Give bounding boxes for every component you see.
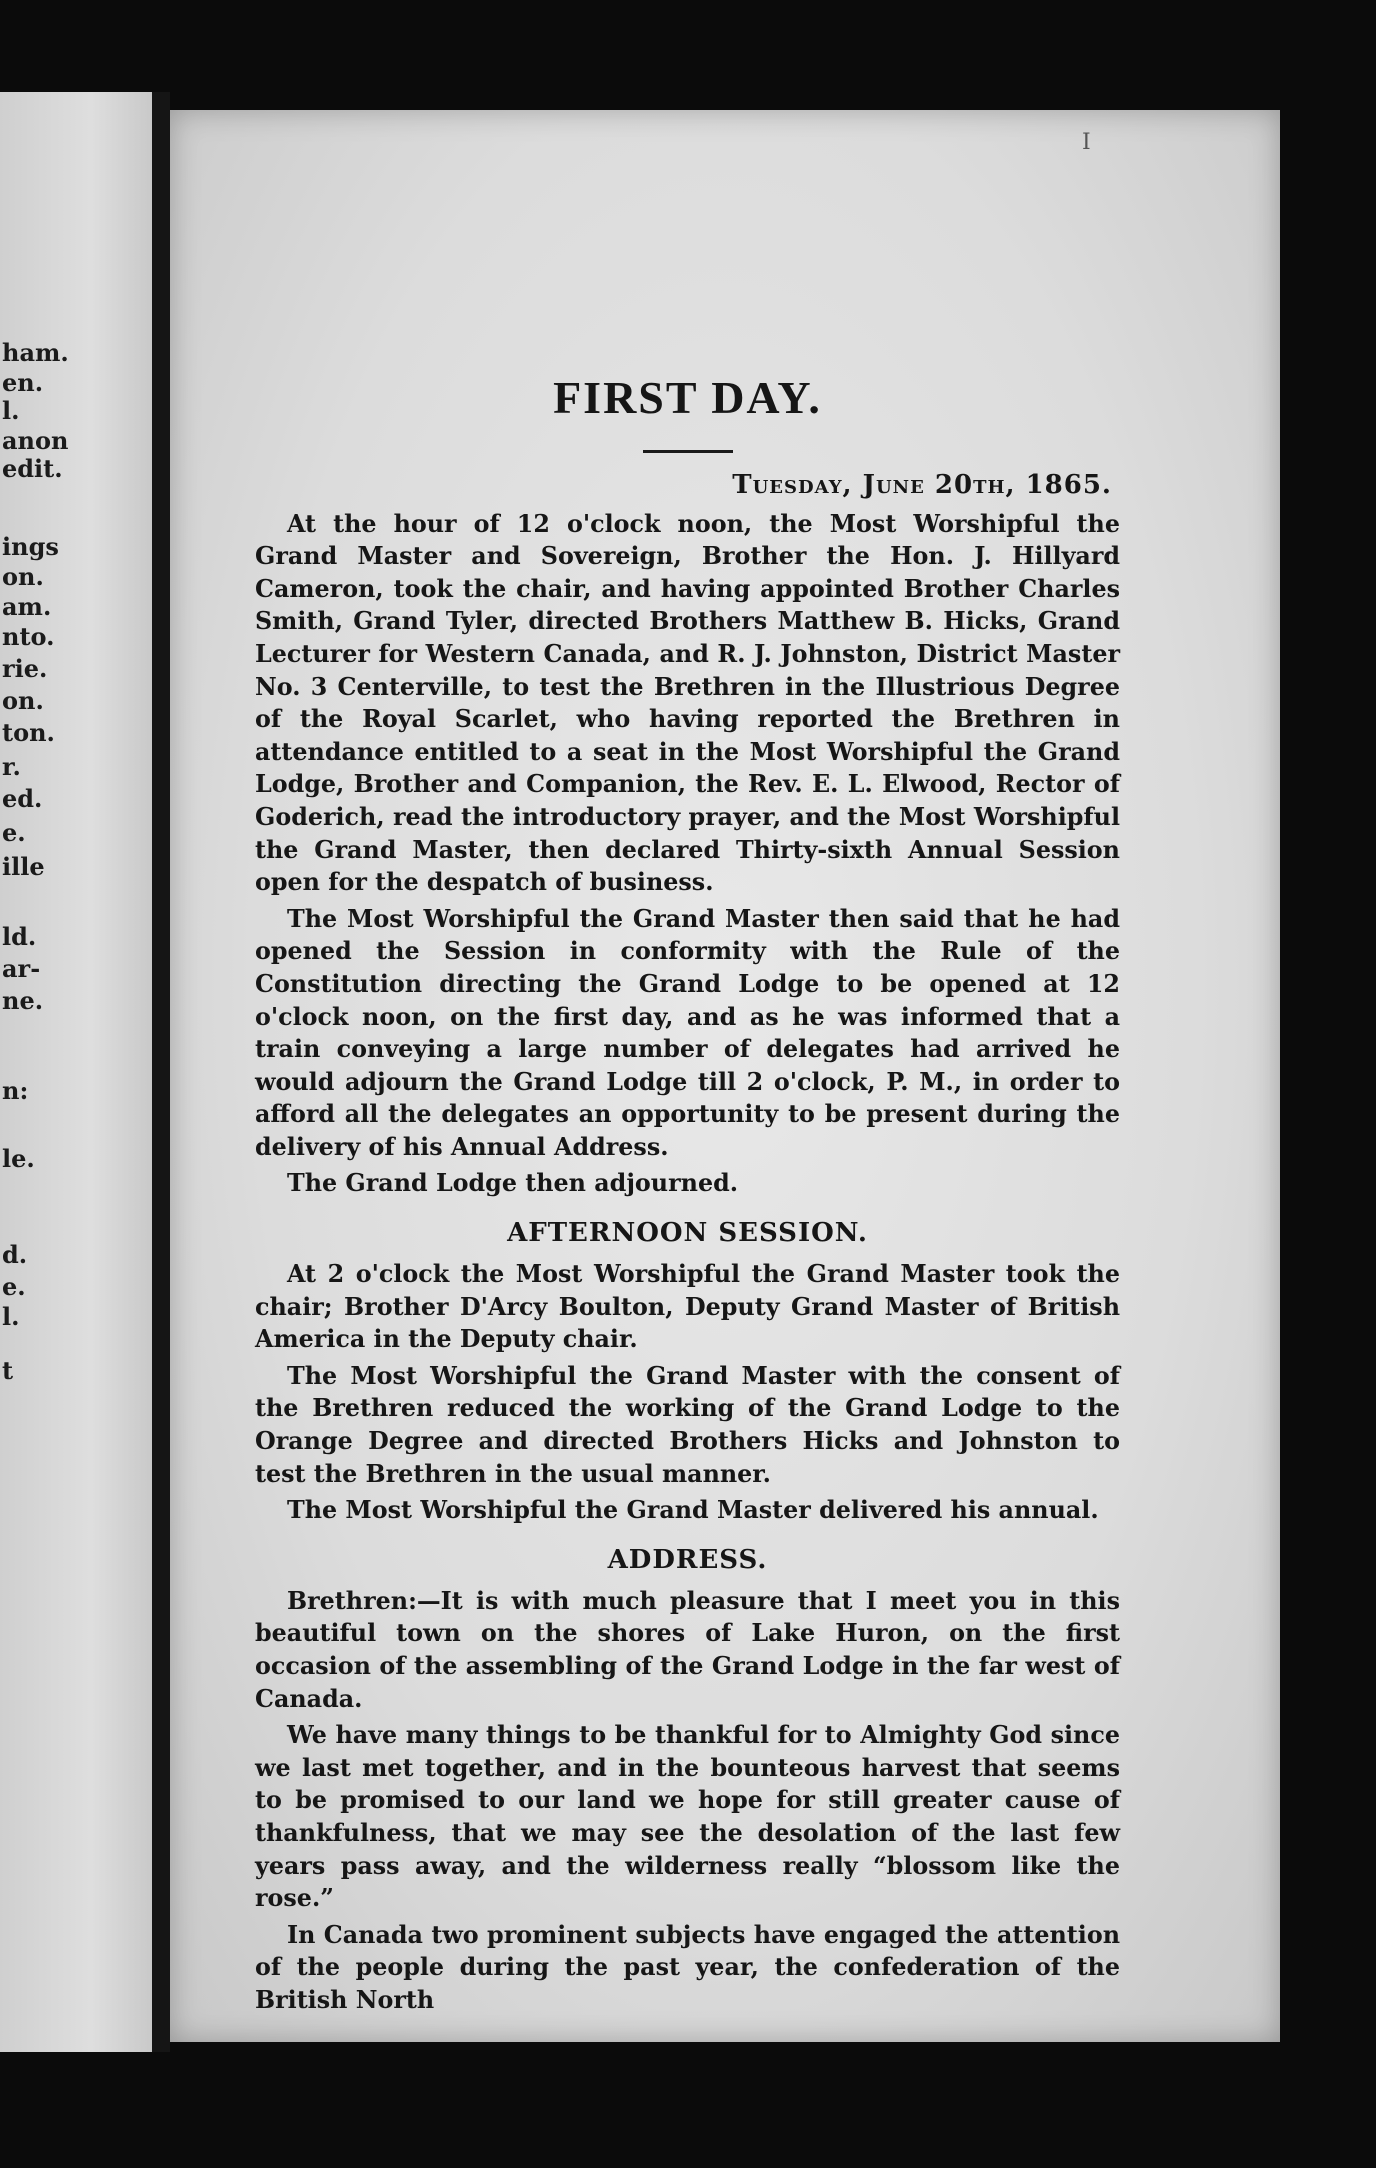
margin-fragment: en. bbox=[2, 368, 44, 397]
section-heading-afternoon: AFTERNOON SESSION. bbox=[507, 1218, 868, 1249]
paragraph: At 2 o'clock the Most Worshipful the Grand Master took the chair; Brother D'Arcy Boulton, Deputy Grand Master of British America in the Deputy chair. bbox=[255, 1260, 1120, 1354]
page-title: FIRST DAY. bbox=[553, 372, 822, 423]
margin-fragment: r. bbox=[2, 752, 21, 781]
section-heading-address: ADDRESS. bbox=[607, 1544, 768, 1575]
paragraph: The Most Worshipful the Grand Master then said that he had opened the Session in conformity with the Rule of the Constitution directing the Grand Lodge to be opened at 12 o'clock noon, on the first day, and as he was informed that a train conveying a large number of delegates had arrived he would adjourn the Grand Lodge till 2 o'clock, P. M., in order to afford all the delegates an opportunity to be present during the delivery of his Annual Address. bbox=[255, 904, 1120, 1161]
paragraph: Brethren:—It is with much pleasure that I meet you in this beautiful town on the shores of Lake Huron, on the first occasion of the assembling of the Grand Lodge in the far west of Canada. bbox=[255, 1586, 1120, 1713]
margin-fragment: rie. bbox=[2, 654, 48, 683]
paragraph: The Most Worshipful the Grand Master delivered his annual. bbox=[287, 1496, 1099, 1525]
margin-fragment: n: bbox=[2, 1076, 29, 1105]
margin-fragment: on. bbox=[2, 562, 44, 591]
margin-fragment: ed. bbox=[2, 784, 43, 813]
margin-fragment: l. bbox=[2, 1302, 20, 1331]
left-facing-page bbox=[0, 92, 152, 2052]
margin-fragment: e. bbox=[2, 818, 26, 847]
page-content bbox=[255, 250, 1120, 2021]
margin-fragment: d. bbox=[2, 1240, 28, 1269]
margin-fragment: am. bbox=[2, 592, 52, 621]
margin-fragment: edit. bbox=[2, 454, 63, 483]
margin-fragment: nto. bbox=[2, 622, 55, 651]
margin-fragment: ne. bbox=[2, 986, 44, 1015]
main-page bbox=[170, 110, 1280, 2042]
margin-fragment: ham. bbox=[2, 338, 69, 367]
margin-fragment: l. bbox=[2, 396, 20, 425]
paragraph: In Canada two prominent subjects have engaged the attention of the people during the past year, the confederation of the British North bbox=[255, 1920, 1120, 2014]
margin-fragment: le. bbox=[2, 1144, 35, 1173]
paragraph: At the hour of 12 o'clock noon, the Most Worshipful the Grand Master and Sovereign, Brother the Hon. J. Hillyard Cameron, took the chair, and having appointed Brother Charles Smith, Grand Tyler, directed Brothers Matthew B. Hicks, Grand Lecturer for Western Canada, and R. J. Johnston, District Master No. 3 Centerville, to test the Brethren in the Illustrious Degree of the Royal Scarlet, who having reported the Brethren in attendance entitled to a seat in the Most Worshipful the Grand Lodge, Brother and Companion, the Rev. E. L. Elwood, Rector of Goderich, read the introductory prayer, and the Most Worshipful the Grand Master, then declared Thirty-sixth Annual Session open for the despatch of business. bbox=[255, 509, 1120, 897]
session-date: Tuesday, June 20th, 1865. bbox=[732, 470, 1112, 500]
margin-fragment: ton. bbox=[2, 718, 55, 747]
margin-fragment: anon bbox=[2, 426, 69, 455]
margin-fragment: t bbox=[2, 1356, 14, 1385]
margin-fragment: ld. bbox=[2, 922, 37, 951]
page-gutter bbox=[152, 92, 170, 2052]
margin-fragment: ar- bbox=[2, 954, 41, 983]
margin-fragment: on. bbox=[2, 686, 44, 715]
paragraph: The Most Worshipful the Grand Master with the consent of the Brethren reduced the working of the Grand Lodge to the Orange Degree and directed Brothers Hicks and Johnston to test the Brethren in the usual manner. bbox=[255, 1361, 1120, 1488]
page-mark: I bbox=[1082, 130, 1091, 155]
margin-fragment: e. bbox=[2, 1272, 26, 1301]
paragraph: The Grand Lodge then adjourned. bbox=[287, 1169, 739, 1198]
paragraph: We have many things to be thankful for to Almighty God since we last met together, and in the bounteous harvest that seems to be promised to our land we hope for still greater cause of thankfulness, that we may see the desolation of the last few years pass away, and the wilderness really “blossom like the rose.” bbox=[255, 1721, 1120, 1913]
title-rule bbox=[643, 450, 733, 453]
margin-fragment: ings bbox=[2, 532, 59, 561]
margin-fragment: ille bbox=[2, 852, 45, 881]
